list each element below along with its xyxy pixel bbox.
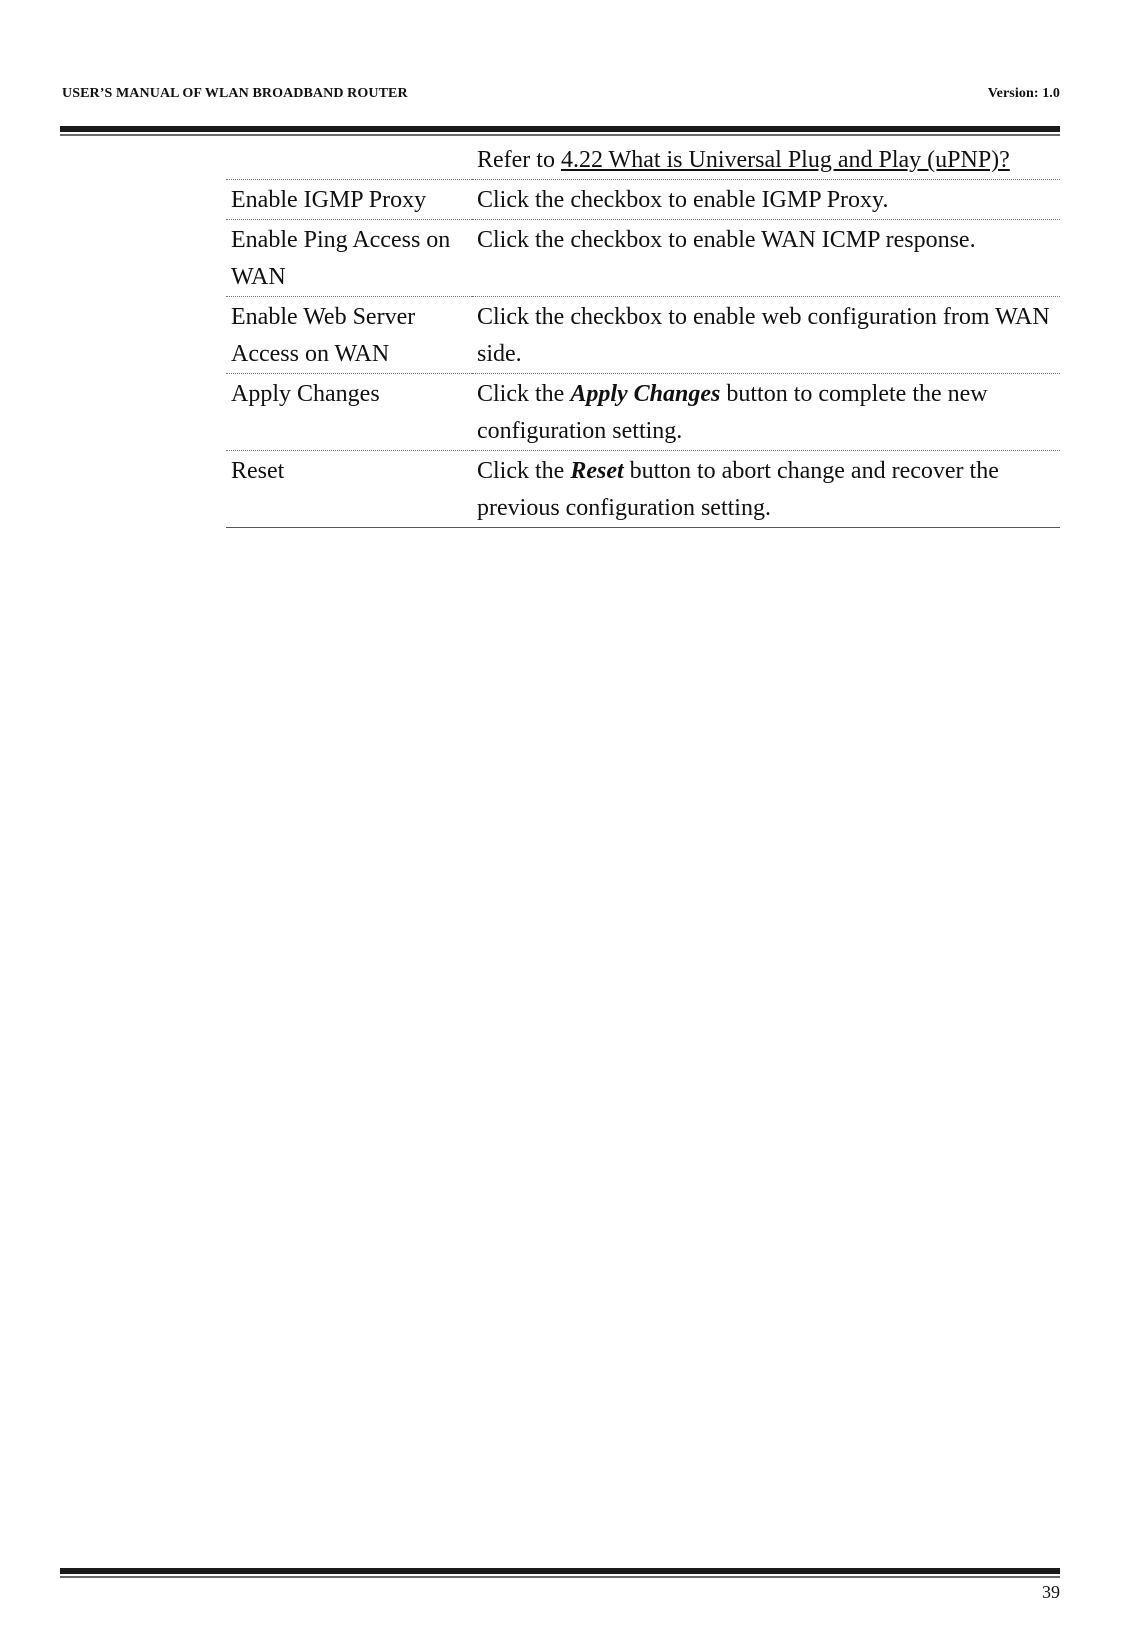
description-text: Refer to <box>477 147 561 173</box>
description-cell: Click the checkbox to enable web configuration from WAN side. <box>472 297 1060 374</box>
settings-description-table <box>226 140 1060 528</box>
table-row <box>226 180 1060 220</box>
apply-changes-emphasis: Apply Changes <box>570 381 721 407</box>
term-cell: Enable Web Server Access on WAN <box>226 297 472 374</box>
page-number: 39 <box>1042 1582 1060 1602</box>
version-label: Version: 1.0 <box>987 86 1060 101</box>
term-cell: Enable IGMP Proxy <box>226 180 472 220</box>
table-row <box>226 220 1060 297</box>
description-cell <box>472 374 1060 451</box>
description-cell <box>472 140 1060 180</box>
footer-rule-thin <box>60 1576 1060 1578</box>
description-text: Click the <box>477 381 571 407</box>
description-text: Click the <box>477 458 571 484</box>
term-cell: Reset <box>226 451 472 528</box>
description-cell: Click the checkbox to enable IGMP Proxy. <box>472 180 1060 220</box>
term-cell: Apply Changes <box>226 374 472 451</box>
term-cell: Enable Ping Access on WAN <box>226 220 472 297</box>
reset-emphasis: Reset <box>570 458 624 484</box>
table-row <box>226 297 1060 374</box>
description-cell <box>472 451 1060 528</box>
manual-title: USER’S MANUAL OF WLAN BROADBAND ROUTER <box>62 86 408 101</box>
table-row <box>226 140 1060 180</box>
page-header <box>62 84 1060 108</box>
table-row <box>226 451 1060 528</box>
upnp-section-link[interactable]: 4.22 What is Universal Plug and Play (uPNP)? <box>560 147 1010 173</box>
term-cell <box>226 140 472 180</box>
footer-rule-thick <box>60 1568 1060 1574</box>
description-text: button to complete the new configuration setting. <box>477 381 988 444</box>
header-rule-thin <box>60 134 1060 136</box>
description-text: button to abort change and recover the previous configuration setting. <box>477 458 999 521</box>
description-cell: Click the checkbox to enable WAN ICMP response. <box>472 220 1060 297</box>
table-row <box>226 374 1060 451</box>
header-rule-thick <box>60 126 1060 132</box>
